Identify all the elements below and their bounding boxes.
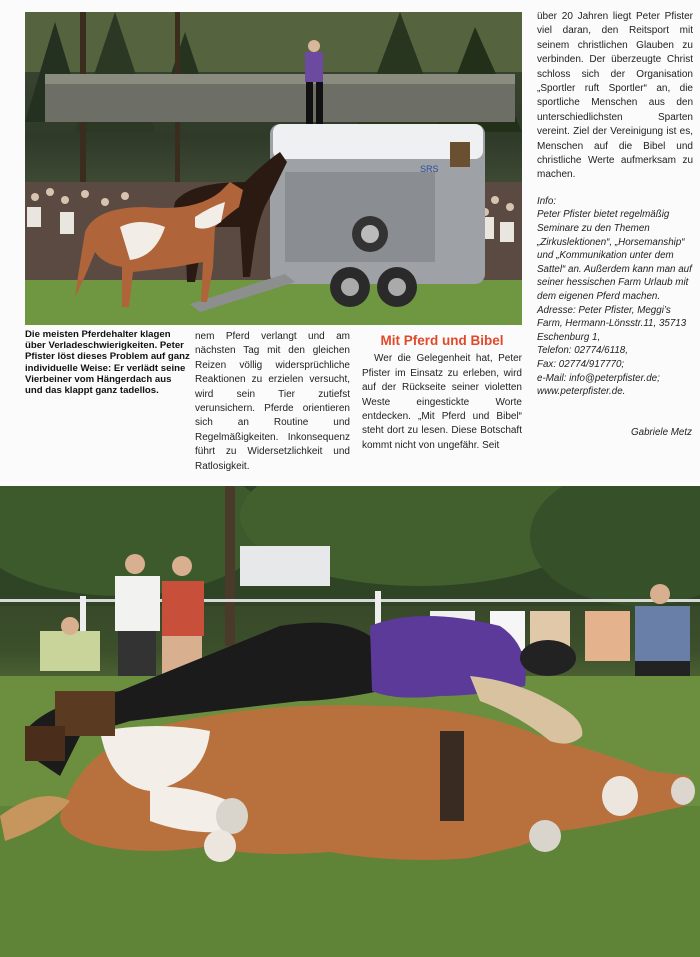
section-heading: Mit Pferd und Bibel [380, 333, 504, 348]
article-column-4 [537, 10, 693, 399]
info-email: e-Mail: info@peterpfister.de; [537, 372, 660, 384]
trailer-photo [25, 12, 522, 325]
photo-caption: Die meisten Pferdehalter klagen über Verladeschwierigkeiten. Peter Pfister löst dieses Problem auf ganz individuelle Weise: Er verlädt seine Vierbeiner vom Hängerdach aus und das klappt ganz tadellos. [25, 329, 190, 397]
column-4-text: über 20 Jahren liegt Peter Pfister viel daran, den Reitsport mit seinem christlichen Glauben zu verbinden. Der überzeugte Christ schloss sich der Organisation „Sportler ruft Sportler“ an, die sportliche Menschen aus den unterschiedlichsten Sparten vereint. Ziel der Vereinigung ist es, Menschen auf die Bibel und christliche Werte aufmerksam zu machen. [537, 11, 693, 181]
info-phone: Telefon: 02774/6118, [537, 345, 628, 357]
info-text: Peter Pfister bietet regelmäßig Seminare zu den Themen „Zirkuslektionen“, „Horsemanship“ und „Kommunikation unter dem Sattel“ an. Außerdem kann man auf seiner hessischen Farm Urlaub mit dem eigenen Pferd machen. [537, 209, 692, 303]
column-2-text: nem Pferd verlangt und am nächsten Tag mit den gleichen Reizen völlig widersprüchliche Reaktionen zu erzielen versucht, wird sein Tier zutiefst verunsichern. Pferde orientieren sich an Routine und Regelmäßigkeiten. Inkonsequenz führt zu Widersetzlichkeit und Ratlosigkeit. [195, 331, 350, 472]
article-column-3 [362, 330, 522, 453]
info-title: Info: [537, 195, 557, 207]
info-box [537, 195, 693, 399]
info-address: Adresse: Peter Pfister, Meggi’s Farm, Hermann-Lönsstr.11, 35713 Eschenburg 1, [537, 304, 687, 343]
article-column-2 [195, 330, 350, 474]
info-fax: Fax: 02774/917770; [537, 359, 625, 370]
author-name: Gabriele Metz [631, 427, 692, 438]
lying-horse-photo [0, 486, 700, 957]
info-website: www.peterpfister.de. [537, 386, 626, 398]
column-3-text: Wer die Gelegenheit hat, Peter Pfister im Einsatz zu erleben, wird auf der Rückseite seiner violetten Weste eingestickte Worte entdecken. „Mit Pferd und Bibel“ steht dort zu lesen. Diese Botschaft kommt nicht von ungefähr. Seit [362, 353, 522, 451]
trailer-logo: SRS [420, 164, 439, 174]
